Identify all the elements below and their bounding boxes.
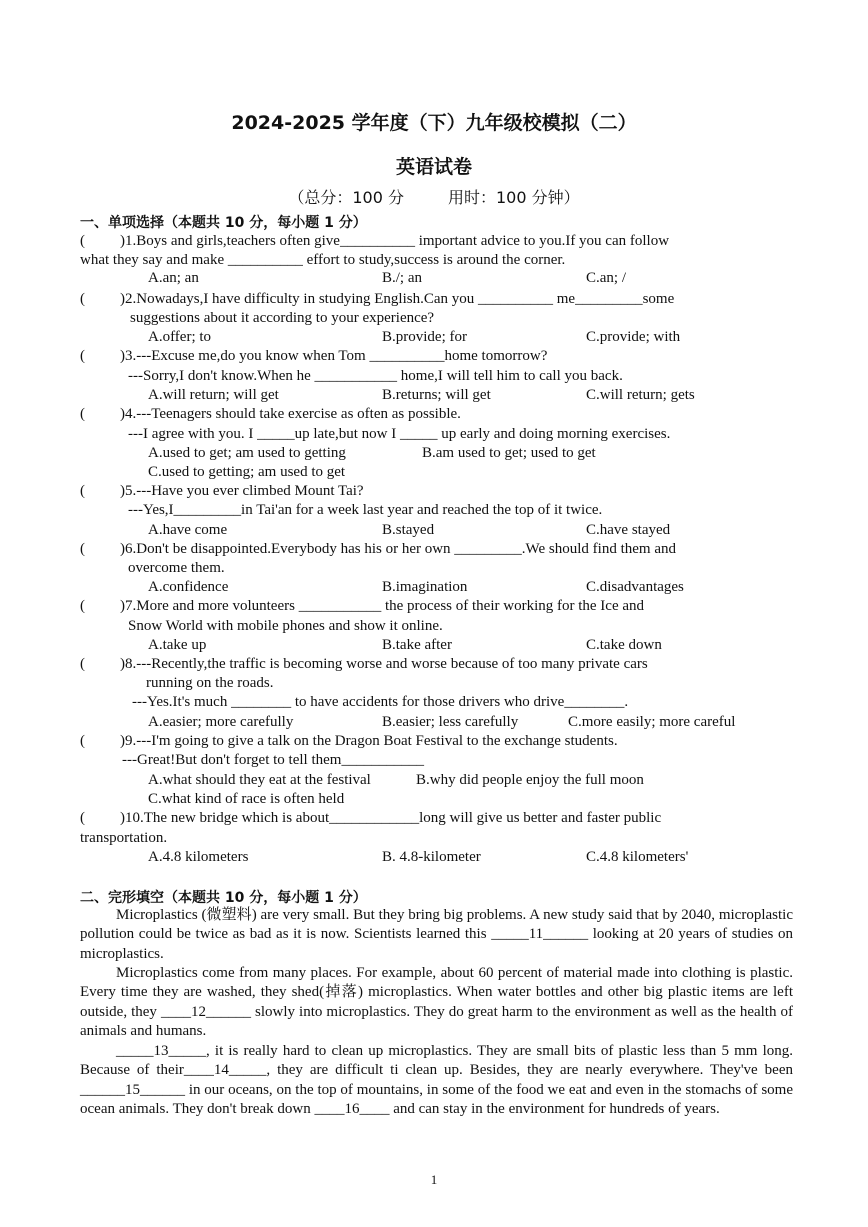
question-5-line2: ---Yes,I_________in Tai'an for a week last year and reached the top of it twice. [128,502,603,518]
question-7: ( )7.More and more volunteers ___________ the process of their working for the Ice and [80,598,645,614]
option-a: A.will return; will get [148,387,279,403]
option-c: C.take down [586,637,662,653]
option-b: B.am used to get; used to get [422,445,596,461]
exam-subtitle: 英语试卷 [395,156,472,178]
option-c: C.more easily; more careful [568,714,736,730]
option-c: C.will return; gets [586,387,695,403]
question-9: ( )9.---I'm going to give a talk on the Dragon Boat Festival to the exchange students. [80,733,618,749]
option-a: A.offer; to [148,329,212,345]
option-c: C.an; / [586,270,626,286]
total-score: （总分：100 分 [288,188,404,207]
section2-heading: 二、完形填空（本题共 10 分，每小题 1 分） [80,890,367,906]
option-b: B.take after [382,637,452,653]
question-10: ( )10.The new bridge which is about____________long will give us better and faster public [80,810,662,826]
question-8-line2: running on the roads. [146,675,274,691]
option-b: B. 4.8-kilometer [382,849,481,865]
page-number: 1 [430,1172,438,1187]
option-a: A.confidence [148,579,229,595]
passage-paragraph-3: _____13_____, it is really hard to clean up microplastics. They are small bits of plastic less than 5 mm long. Because of their____14_____, they are difficult ti clean up. Besides, they are nearly everywhere. They've been ______15______ in our oceans, on the top of mountains, in some of the food we eat and even in the stomachs of some ocean animals. They don't break down ____16____ and can stay in the environment for hundreds of years. [80,1043,793,1118]
option-c: C.what kind of race is often held [148,791,345,807]
question-6: ( )6.Don't be disappointed.Everybody has his or her own _________.We should find them and [80,541,676,557]
score-info [0,185,868,208]
question-3: ( )3.---Excuse me,do you know when Tom __________home tomorrow? [80,348,548,364]
option-a: A.what should they eat at the festival [148,772,371,788]
section1-heading: 一、单项选择（本题共 10 分，每小题 1 分） [80,215,367,231]
option-c: C.used to getting; am used to get [148,464,346,480]
passage-paragraph-2: Microplastics come from many places. For example, about 60 percent of material made into clothing is plastic. Every time they are washed, they shed(掉落) microplastics. When water bottles and other big plastic items are left outside, they ____12______ slowly into microplastics. They do great harm to the environment as well as the health of animals and humans. [80,965,793,1040]
option-b: B.imagination [382,579,468,595]
option-b: B.stayed [382,522,435,538]
option-b: B.easier; less carefully [382,714,519,730]
question-1-line2: what they say and make __________ effort to study,success is around the corner. [80,252,566,268]
option-c: C.disadvantages [586,579,684,595]
option-a: A.used to get; am used to getting [148,445,346,461]
question-4: ( )4.---Teenagers should take exercise as often as possible. [80,406,461,422]
question-1: ( )1.Boys and girls,teachers often give__________ important advice to you.If you can follow [80,233,670,249]
question-8-line3: ---Yes.It's much ________ to have accidents for those drivers who drive________. [132,694,629,710]
time-limit: 用时：100 分钟） [448,188,580,207]
question-3-line2: ---Sorry,I don't know.When he ___________ home,I will tell him to call you back. [128,368,623,384]
question-7-line2: Snow World with mobile phones and show it online. [128,618,443,634]
question-9-line2: ---Great!But don't forget to tell them___________ [122,752,424,768]
option-c: C.have stayed [586,522,671,538]
option-a: A.easier; more carefully [148,714,294,730]
question-10-line2: transportation. [80,830,168,846]
option-a: A.take up [148,637,207,653]
option-a: A.have come [148,522,228,538]
passage-paragraph-1: Microplastics (微塑料) are very small. But they bring big problems. A new study said that by 2040, microplastic pollution could be twice as bad as it is now. Scientists learned this _____11______ looking at 20 years of studies on microplastics. [80,907,793,962]
question-5: ( )5.---Have you ever climbed Mount Tai? [80,483,364,499]
option-b: B.provide; for [382,329,467,345]
option-b: B.returns; will get [382,387,491,403]
question-2-line2: suggestions about it according to your experience? [130,310,435,326]
option-c: C.4.8 kilometers' [586,849,689,865]
option-b: B.why did people enjoy the full moon [416,772,644,788]
option-a: A.4.8 kilometers [148,849,249,865]
option-a: A.an; an [148,270,199,286]
question-2: ( )2.Nowadays,I have difficulty in studying English.Can you __________ me_________some [80,291,675,307]
question-4-line2: ---I agree with you. I _____up late,but now I _____ up early and doing morning exercises. [128,426,671,442]
question-8: ( )8.---Recently,the traffic is becoming worse and worse because of too many private cars [80,656,648,672]
exam-title: 2024-2025 学年度（下）九年级校模拟（二） [231,112,637,134]
question-6-line2: overcome them. [128,560,225,576]
option-b: B./; an [382,270,422,286]
option-c: C.provide; with [586,329,681,345]
